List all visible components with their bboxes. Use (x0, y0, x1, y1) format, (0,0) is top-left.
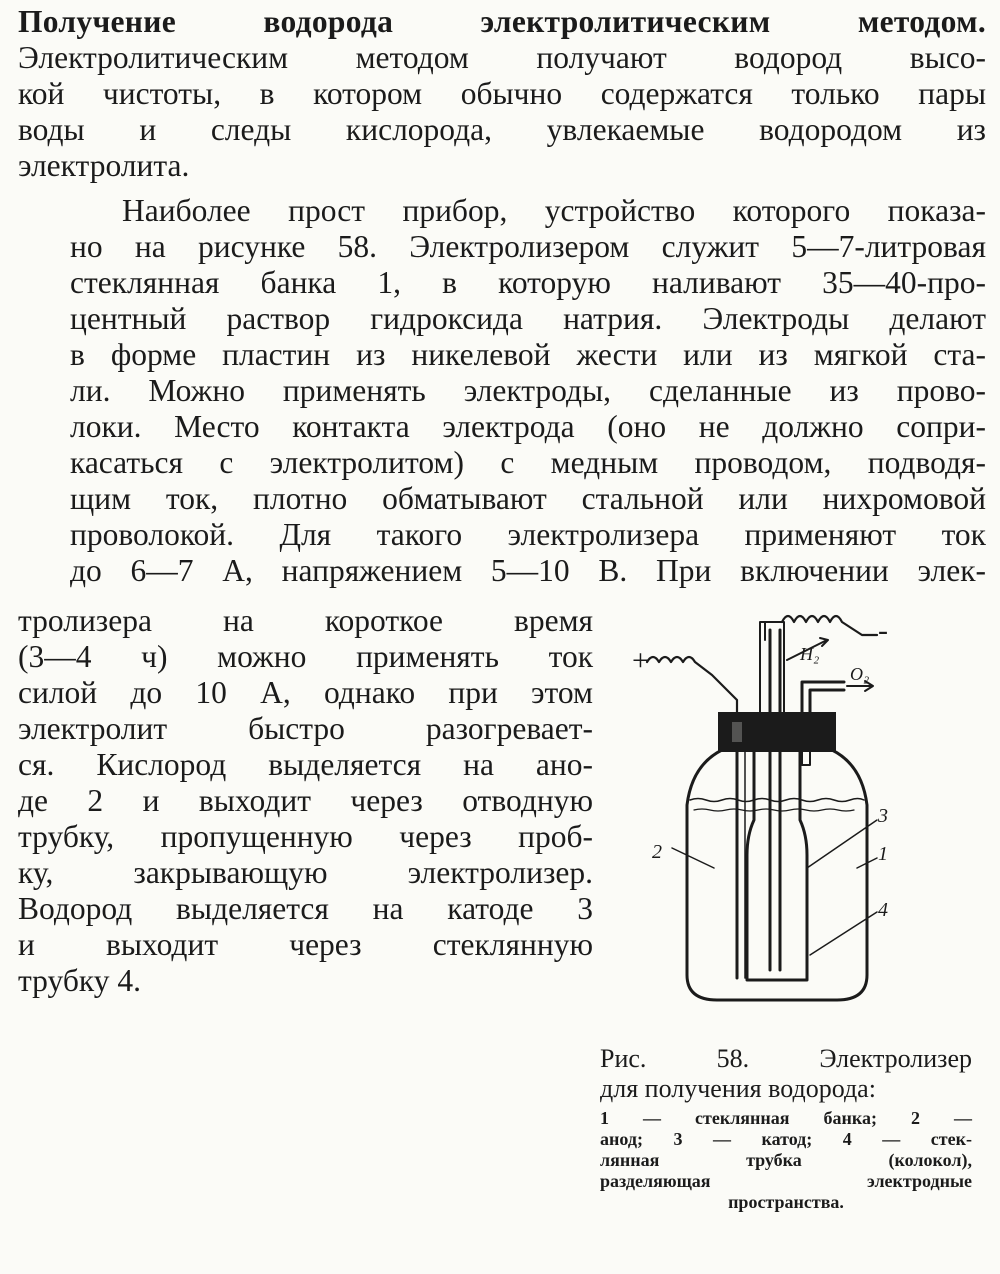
paragraph-2 (18, 193, 986, 589)
text-line: стеклянная банка 1, в которую наливают 35—40-про- (70, 265, 986, 300)
text-line: касаться с электролитом) с медным проводом, подводя- (70, 445, 986, 480)
caption-line: лянная трубка (колокол), (600, 1150, 972, 1170)
wire-left (647, 657, 737, 718)
label-4: 4 (878, 899, 888, 921)
text-line: де 2 и выходит через отводную (18, 783, 593, 818)
paragraph-1 (18, 4, 986, 184)
paragraph-3 (18, 603, 593, 999)
text-line: ку, закрывающую электролизер. (18, 855, 593, 890)
text-line: электролит быстро разогревает- (18, 711, 593, 746)
o2-label: O₂ (850, 664, 870, 684)
minus-sign: - (878, 614, 888, 647)
figure-caption (600, 1044, 972, 1213)
label-1: 1 (878, 843, 888, 865)
leader-2 (672, 848, 714, 868)
caption-line: пространства. (728, 1192, 844, 1212)
text-line: воды и следы кислорода, увлекаемые водородом из (18, 112, 986, 147)
electrolyte-surface (690, 799, 864, 802)
text-line: ся. Кислород выделяется на ано- (18, 747, 593, 782)
text-line: Наиболее прост прибор, устройство которого показа- (122, 193, 986, 228)
text-line: в форме пластин из никелевой жести или из мягкой ста- (70, 337, 986, 372)
text-line: ли. Можно применять электроды, сделанные из прово- (70, 373, 986, 408)
electrolyzer-figure (632, 600, 972, 1020)
caption-line: разделяющая электродные (600, 1171, 972, 1191)
caption-subtitle: для получения водорода: (600, 1074, 876, 1103)
text-line: до 6—7 А, напряжением 5—10 В. При включении элек- (70, 553, 986, 588)
caption-title: Рис. 58. Электролизер (600, 1044, 972, 1073)
wire-right (782, 616, 877, 635)
text-line: электролита. (18, 148, 190, 183)
text-line: трубку 4. (18, 963, 141, 998)
label-2: 2 (652, 841, 662, 863)
glass-bell-tube (747, 750, 807, 980)
caption-line: анод; 3 — катод; 4 — стек- (600, 1129, 972, 1149)
text-line: проволокой. Для такого электролизера применяют ток (70, 517, 986, 552)
h2-label: H₂ (800, 644, 820, 664)
text-line: силой до 10 А, однако при этом (18, 675, 593, 710)
caption-legend (600, 1108, 972, 1213)
text-line: Водород выделяется на катоде 3 (18, 891, 593, 926)
text-line: локи. Место контакта электрода (оно не должно сопри- (70, 409, 986, 444)
plus-sign: + (632, 644, 649, 677)
text-line: и выходит через стеклянную (18, 927, 593, 962)
jar-outline (687, 718, 867, 1000)
text-line: кой чистоты, в котором обычно содержатся только пары (18, 76, 986, 111)
text-line: Электролитическим методом получают водород высо- (18, 40, 986, 75)
text-line: (3—4 ч) можно применять ток (18, 639, 593, 674)
text-line: щим ток, плотно обматывают стальной или нихромовой (70, 481, 986, 516)
text-line: но на рисунке 58. Электролизером служит 5—7-литровая (70, 229, 986, 264)
text-line: трубку, пропущенную через проб- (18, 819, 593, 854)
text-line: тролизера на короткое время (18, 603, 593, 638)
text-line: центный раствор гидроксида натрия. Электроды делают (70, 301, 986, 336)
paragraph-1-lead: Получение водорода электролитическим методом. (18, 4, 986, 39)
caption-line: 1 — стеклянная банка; 2 — (600, 1108, 972, 1128)
label-3: 3 (878, 805, 888, 827)
